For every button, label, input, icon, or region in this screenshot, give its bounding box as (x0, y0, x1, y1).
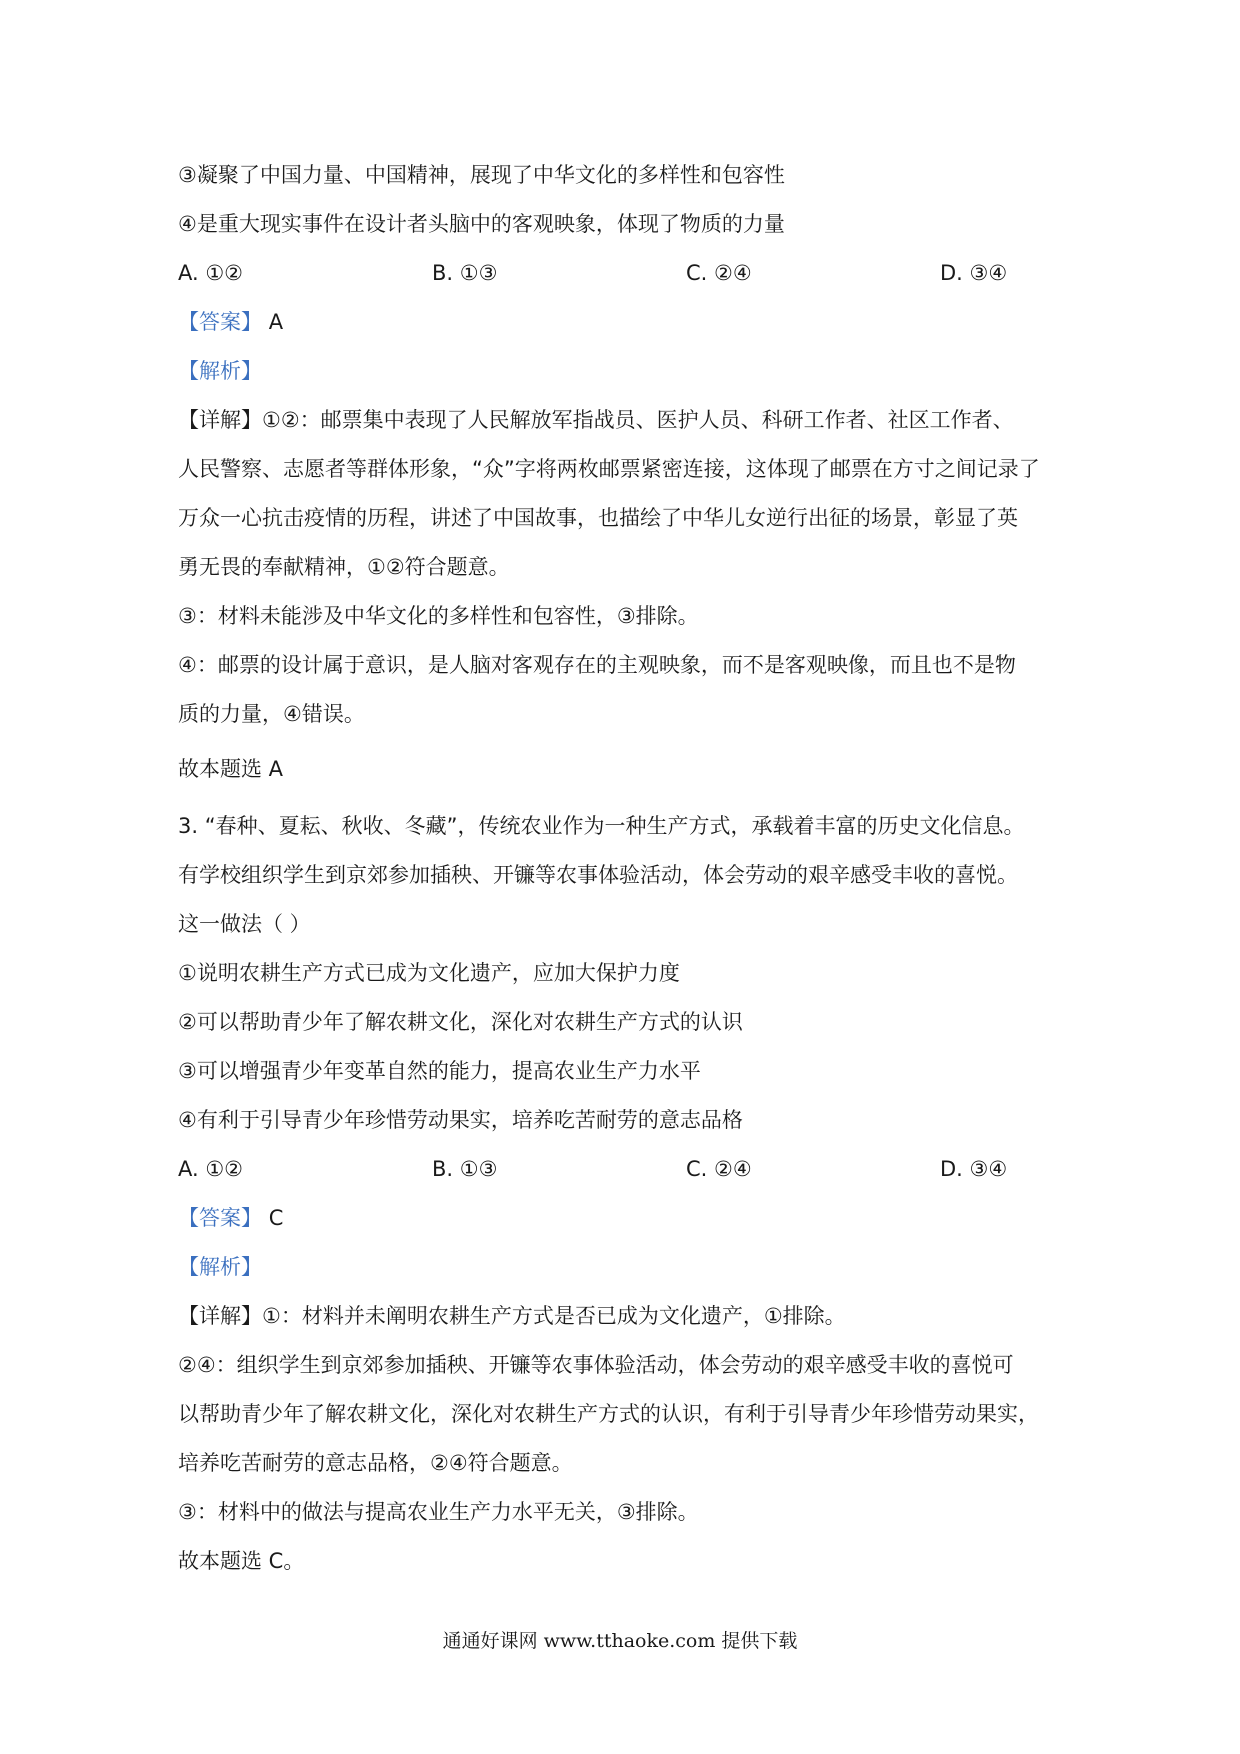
q3-option-b: B. ①③ (432, 1157, 498, 1181)
q2-answer (178, 307, 283, 337)
q2-detail-line: 【详解】①②：邮票集中表现了人民解放军指战员、医护人员、科研工作者、社区工作者、 (178, 408, 1014, 432)
q2-option-a: A. ①② (178, 261, 243, 285)
q2-detail-line: 勇无畏的奉献精神，①②符合题意。 (178, 555, 510, 579)
detail-label: 【详解】 (178, 1304, 262, 1328)
q3-detail-line: ③：材料中的做法与提高农业生产力水平无关，③排除。 (178, 1500, 699, 1524)
q2-detail-line: 质的力量，④错误。 (178, 702, 365, 726)
answer-label: 【答案】 (178, 310, 262, 334)
q3-statement: ③可以增强青少年变革自然的能力，提高农业生产力水平 (178, 1059, 701, 1083)
q2-detail-line: ④：邮票的设计属于意识，是人脑对客观存在的主观映象，而不是客观映像，而且也不是物 (178, 653, 1016, 677)
q3-statement: ②可以帮助青少年了解农耕文化，深化对农耕生产方式的认识 (178, 1010, 743, 1034)
q3-stem-line: 3. “春种、夏耘、秋收、冬藏”，传统农业作为一种生产方式，承载着丰富的历史文化信息。 (178, 814, 1025, 838)
answer-value: A (268, 310, 284, 334)
q2-analysis-label: 【解析】 (178, 359, 262, 383)
q3-conclusion: 故本题选 C。 (178, 1549, 305, 1573)
answer-label: 【答案】 (178, 1206, 262, 1230)
q2-detail-line: 万众一心抗击疫情的历程，讲述了中国故事，也描绘了中华儿女逆行出征的场景，彰显了英 (178, 506, 1018, 530)
q2-option-c: C. ②④ (686, 261, 752, 285)
q3-statement: ①说明农耕生产方式已成为文化遗产，应加大保护力度 (178, 961, 680, 985)
q2-conclusion: 故本题选 A (178, 757, 284, 781)
q3-detail-line: 以帮助青少年了解农耕文化，深化对农耕生产方式的认识，有利于引导青少年珍惜劳动果实， (178, 1402, 1039, 1426)
q3-detail-line: 【详解】①：材料并未阐明农耕生产方式是否已成为文化遗产，①排除。 (178, 1304, 846, 1328)
q3-option-c: C. ②④ (686, 1157, 752, 1181)
q2-option-b: B. ①③ (432, 261, 498, 285)
q3-stem-line: 有学校组织学生到京郊参加插秧、开镰等农事体验活动，体会劳动的艰辛感受丰收的喜悦。 (178, 863, 1018, 887)
q2-detail-line: ③：材料未能涉及中华文化的多样性和包容性，③排除。 (178, 604, 699, 628)
q3-detail-line: ②④：组织学生到京郊参加插秧、开镰等农事体验活动，体会劳动的艰辛感受丰收的喜悦可 (178, 1353, 1014, 1377)
q3-option-a: A. ①② (178, 1157, 243, 1181)
detail-label: 【详解】 (178, 408, 262, 432)
q3-answer (178, 1203, 283, 1233)
q3-stem-line: 这一做法（ ） (178, 912, 311, 936)
q2-statement-4: ④是重大现实事件在设计者头脑中的客观映象，体现了物质的力量 (178, 212, 785, 236)
page-footer: 通通好课网 www.tthaoke.com 提供下载 (442, 1630, 798, 1652)
q3-option-d: D. ③④ (940, 1157, 1008, 1181)
q3-statement: ④有利于引导青少年珍惜劳动果实，培养吃苦耐劳的意志品格 (178, 1108, 743, 1132)
q2-detail-line: 人民警察、志愿者等群体形象，“众”字将两枚邮票紧密连接，这体现了邮票在方寸之间记录了 (178, 457, 1040, 481)
q2-option-d: D. ③④ (940, 261, 1008, 285)
answer-value: C (268, 1206, 284, 1230)
q2-statement-3: ③凝聚了中国力量、中国精神，展现了中华文化的多样性和包容性 (178, 163, 785, 187)
q3-analysis-label: 【解析】 (178, 1255, 262, 1279)
q3-detail-line: 培养吃苦耐劳的意志品格，②④符合题意。 (178, 1451, 573, 1475)
